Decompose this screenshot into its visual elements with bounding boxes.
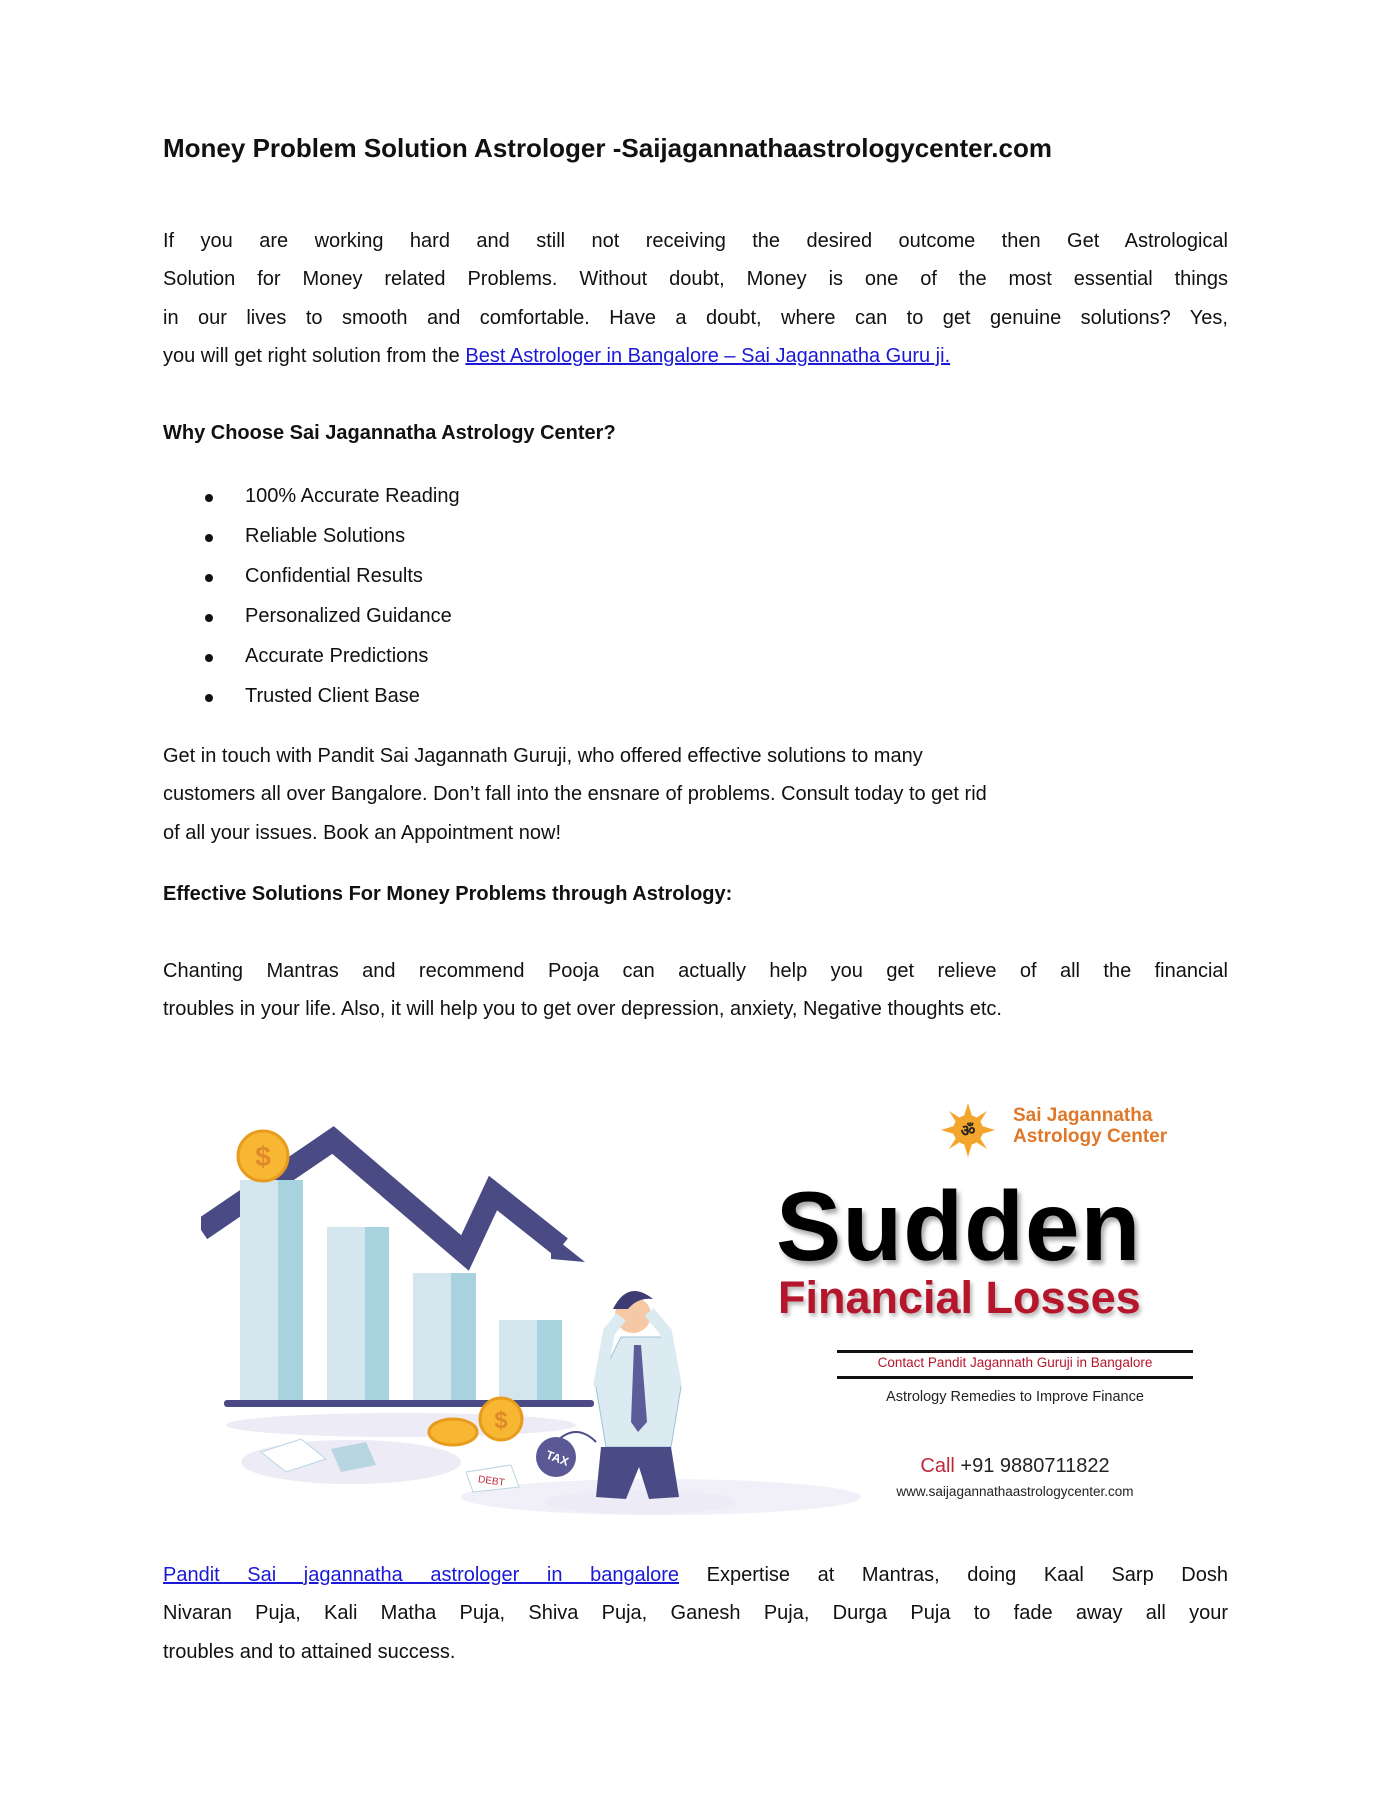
contact-paragraph-line: Get in touch with Pandit Sai Jagannath Guruji, who offered effective solutions to many (163, 745, 923, 767)
solutions-heading: Effective Solutions For Money Problems through Astrology: (163, 883, 733, 905)
contact-paragraph-line: of all your issues. Book an Appointment now! (163, 822, 562, 844)
svg-text:ॐ: ॐ (960, 1121, 976, 1140)
subheadline: Financial Losses (778, 1272, 1141, 1323)
coin-icon (429, 1419, 477, 1445)
final-paragraph-line (163, 1564, 1228, 1587)
best-astrologer-link[interactable]: Best Astrologer in Bangalore – Sai Jagannatha Guru ji. (465, 345, 951, 367)
divider (837, 1350, 1193, 1353)
remedies-tagline: Astrology Remedies to Improve Finance (886, 1389, 1144, 1405)
floor-shadow (226, 1413, 576, 1437)
svg-text:DEBT: DEBT (477, 1474, 506, 1489)
final-text: Expertise at Mantras, doing Kaal Sarp Dosh (679, 1564, 1228, 1586)
call-label: Call (920, 1455, 955, 1477)
headline: Sudden (776, 1171, 1142, 1281)
website-url: www.saijagannathaastrologycenter.com (896, 1484, 1134, 1499)
bar-3 (413, 1273, 451, 1400)
sudden-financial-losses-banner (201, 1087, 1219, 1518)
contact-tagline: Contact Pandit Jagannath Guruji in Bangalore (877, 1355, 1153, 1370)
bullet-icon (205, 694, 213, 702)
final-paragraph-line: Nivaran Puja, Kali Matha Puja, Shiva Puja, Ganesh Puja, Durga Puja to fade away all your (163, 1602, 1228, 1624)
intro-text: you will get right solution from the (163, 345, 466, 367)
trend-arrow-head (551, 1235, 585, 1262)
brand-line: Astrology Center (1013, 1126, 1168, 1147)
bar-2 (327, 1227, 365, 1400)
bullet-icon (205, 494, 213, 502)
bullet-icon (205, 654, 213, 662)
intro-line: in our lives to smooth and comfortable. Have a doubt, where can to get genuine solutions? Yes, (163, 307, 1228, 329)
mantra-paragraph-line: troubles in your life. Also, it will help you to get over depression, anxiety, Negative thoughts etc. (163, 998, 1002, 1020)
pandit-astrologer-link[interactable]: Pandit Sai jagannatha astrologer in bangalore (163, 1564, 680, 1586)
divider (837, 1376, 1193, 1379)
chart-base (224, 1400, 594, 1407)
brand-name (1013, 1105, 1167, 1147)
mantra-paragraph-line: Chanting Mantras and recommend Pooja can actually help you get relieve of all the financial (163, 960, 1228, 982)
svg-text:$: $ (494, 1407, 508, 1434)
bullet-icon (205, 534, 213, 542)
svg-text:$: $ (255, 1141, 271, 1172)
page-title: Money Problem Solution Astrologer -Saijagannathaastrologycenter.com (163, 133, 1052, 163)
bullet-icon (205, 614, 213, 622)
intro-line: If you are working hard and still not receiving the desired outcome then Get Astrological (163, 230, 1228, 252)
bar-4 (499, 1320, 537, 1400)
intro-line: Solution for Money related Problems. Without doubt, Money is one of the most essential things (163, 268, 1228, 290)
svg-text:TAX: TAX (544, 1447, 571, 1469)
contact-paragraph-line: customers all over Bangalore. Don’t fall into the ensnare of problems. Consult today to get rid (163, 783, 987, 805)
bar-1 (240, 1180, 278, 1400)
intro-line-last (163, 345, 1228, 368)
om-sun-logo-icon (941, 1103, 995, 1157)
bullet-icon (205, 574, 213, 582)
final-paragraph-line: troubles and to attained success. (163, 1641, 456, 1663)
phone-number: +91 9880711822 (960, 1455, 1110, 1477)
brand-line: Sai Jagannatha (1013, 1105, 1153, 1126)
why-choose-heading: Why Choose Sai Jagannatha Astrology Center? (163, 422, 616, 444)
phone-line (837, 1455, 1193, 1478)
